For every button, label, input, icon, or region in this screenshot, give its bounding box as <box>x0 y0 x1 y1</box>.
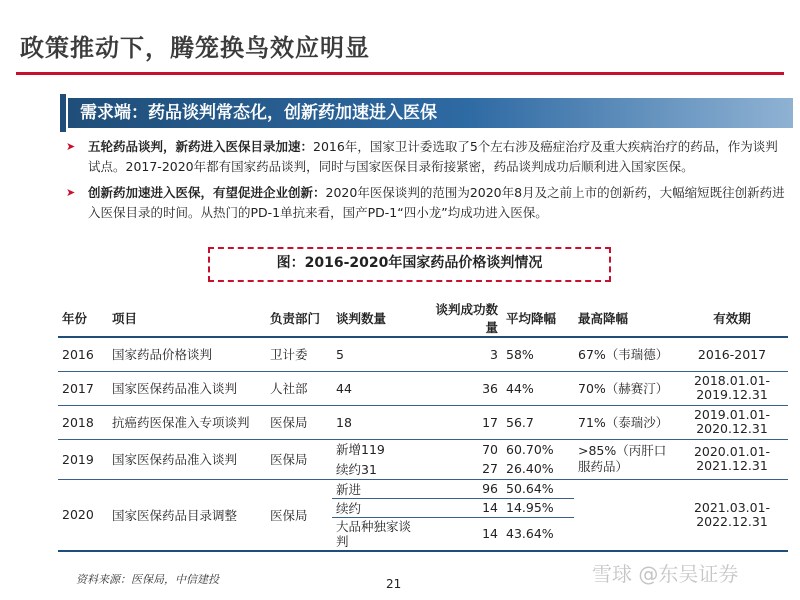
cell-dept: 医保局 <box>266 439 332 479</box>
cell-validity: 2020.01.01-2021.12.31 <box>676 439 788 479</box>
cell-max: >85%（丙肝口服药品） <box>574 439 676 479</box>
cell-dept: 卫计委 <box>270 347 308 363</box>
banner-tab <box>60 94 66 132</box>
bullet-list <box>66 137 786 229</box>
cell-avg: 14.95% <box>502 498 574 517</box>
cell-validity: 2016-2017 <box>697 346 767 362</box>
header-dept: 负责部门 <box>266 300 332 337</box>
cell-count: 续约31 <box>336 461 377 477</box>
cell-validity: 2018.01.01-2019.12.31 <box>676 371 788 405</box>
cell-success: 27 <box>482 461 498 477</box>
cell-max: 70%（赫赛汀） <box>574 371 676 405</box>
arrow-bullet-icon: ➤ <box>66 140 76 153</box>
header-count: 谈判数量 <box>332 300 422 337</box>
cell-success: 70 <box>422 439 502 459</box>
arrow-bullet-icon: ➤ <box>66 186 76 199</box>
cell-validity: 2019.01.01-2020.12.31 <box>676 405 788 439</box>
cell-max: 71%（泰瑞沙） <box>574 405 676 439</box>
bullet-heading: 创新药加速进入医保，有望促进企业创新： <box>88 185 326 200</box>
cell-count: 44 <box>332 371 422 405</box>
cell-avg: 50.64% <box>502 479 574 498</box>
cell-success: 96 <box>422 479 502 498</box>
bullet-heading: 五轮药品谈判，新药进入医保目录加速： <box>88 139 314 154</box>
cell-year: 2018 <box>58 405 108 439</box>
cell-success: 14 <box>422 498 502 517</box>
bullet-text: 2020年医保谈判的范围为2020年8月及之前上市的创新药，大幅缩短既往创新药进入医保目录的时间。从热门的PD-1单抗来看，国产PD-1“四小龙”均成功进入医保。 <box>88 185 785 220</box>
watermark: 雪球 @东吴证券 <box>592 562 739 586</box>
bullet-item <box>66 137 786 177</box>
header-item: 项目 <box>108 300 266 337</box>
cell-dept: 医保局 <box>266 405 332 439</box>
cell-avg: 56.7 <box>502 405 574 439</box>
cell-count: 18 <box>332 405 422 439</box>
table-header-row <box>58 300 788 337</box>
table-row <box>58 337 788 371</box>
cell-avg: 44% <box>502 371 574 405</box>
cell-avg: 58% <box>506 346 534 362</box>
cell-item: 抗癌药医保准入专项谈判 <box>108 405 266 439</box>
cell-year: 2016 <box>62 346 94 362</box>
cell-success: 17 <box>422 405 502 439</box>
cell-count: 新增119 <box>332 439 422 459</box>
cell-item: 国家医保药品目录调整 <box>108 479 266 551</box>
table-row <box>58 439 788 459</box>
header-success: 谈判成功数量 <box>422 300 502 337</box>
cell-count: 大品种独家谈判 <box>332 517 422 551</box>
table-row <box>58 479 788 498</box>
cell-max: 67%（韦瑞德） <box>578 347 669 363</box>
cell-dept: 医保局 <box>266 479 332 551</box>
page-title: 政策推动下，腾笼换鸟效应明显 <box>20 34 370 62</box>
cell-success: 3 <box>490 346 498 362</box>
header-avg: 平均降幅 <box>502 300 574 337</box>
cell-item: 国家药品价格谈判 <box>112 347 213 363</box>
header-year: 年份 <box>58 300 108 337</box>
cell-avg: 43.64% <box>502 517 574 551</box>
title-divider <box>16 72 784 75</box>
cell-avg: 26.40% <box>506 461 554 477</box>
negotiation-table <box>58 300 788 552</box>
cell-count: 新进 <box>332 479 422 498</box>
bullet-item <box>66 183 786 223</box>
cell-dept: 人社部 <box>266 371 332 405</box>
source-note: 资料来源：医保局，中信建投 <box>76 573 219 586</box>
table-row <box>58 405 788 439</box>
header-max: 最高降幅 <box>574 300 676 337</box>
cell-count: 5 <box>336 346 344 362</box>
cell-success: 14 <box>422 517 502 551</box>
cell-avg: 60.70% <box>502 439 574 459</box>
section-banner: 需求端：药品谈判常态化，创新药加速进入医保 <box>68 98 793 128</box>
cell-year: 2020 <box>58 479 108 551</box>
cell-year: 2019 <box>58 439 108 479</box>
table-row <box>58 371 788 405</box>
cell-item: 国家医保药品准入谈判 <box>108 371 266 405</box>
cell-year: 2017 <box>58 371 108 405</box>
cell-max <box>574 479 676 551</box>
cell-success: 36 <box>422 371 502 405</box>
cell-item: 国家医保药品准入谈判 <box>108 439 266 479</box>
header-validity: 有效期 <box>676 300 788 337</box>
page-number: 21 <box>386 577 402 591</box>
cell-validity: 2021.03.01-2022.12.31 <box>676 479 788 551</box>
cell-count: 续约 <box>332 498 422 517</box>
bullet-text: 2016年，国家卫计委选取了5个左右涉及癌症治疗及重大疾病治疗的药品，作为谈判试点。2017-2020年都有国家药品谈判，同时与国家医保目录衔接紧密，药品谈判成功后顺利进入国家医保。 <box>88 139 778 174</box>
figure-title: 图：2016-2020年国家药品价格谈判情况 <box>276 255 543 271</box>
